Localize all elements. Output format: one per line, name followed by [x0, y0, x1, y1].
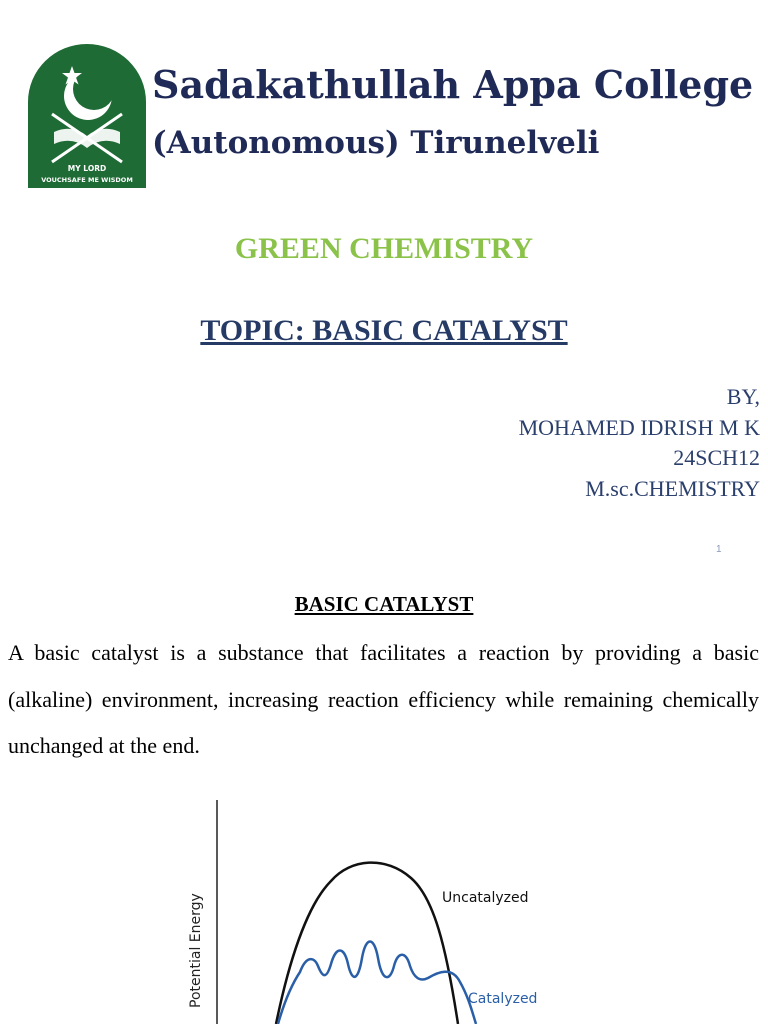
author-reg-no: 24SCH12: [673, 445, 760, 470]
author-course: M.sc.CHEMISTRY: [585, 475, 760, 501]
college-logo: [28, 44, 146, 188]
author-name: MOHAMED IDRISH M K: [518, 414, 760, 440]
subject-title: GREEN CHEMISTRY: [234, 232, 534, 265]
college-subtitle: (Autonomous) Tirunelveli: [152, 125, 600, 161]
energy-diagram: [176, 796, 576, 1024]
college-name: Sadakathullah Appa College: [152, 62, 754, 107]
y-axis-label: Potential Energy: [188, 893, 204, 1008]
topic-title: TOPIC: BASIC CATALYST: [200, 314, 568, 347]
logo-motto-line1: MY LORD: [67, 164, 107, 173]
author-by: BY,: [726, 384, 760, 409]
section-heading: BASIC CATALYST: [294, 592, 474, 616]
uncatalyzed-label: Uncatalyzed: [442, 890, 529, 906]
catalyzed-label: Catalyzed: [468, 991, 538, 1007]
page-number: 1: [716, 544, 722, 555]
logo-motto-line2: VOUCHSAFE ME WISDOM: [41, 176, 133, 184]
author-block: [519, 382, 760, 504]
section-paragraph: A basic catalyst is a substance that facilitates a reaction by providing a basic (alkaline) environment, increasing reaction efficiency while remaining chemically unchanged at the end.: [8, 640, 759, 758]
